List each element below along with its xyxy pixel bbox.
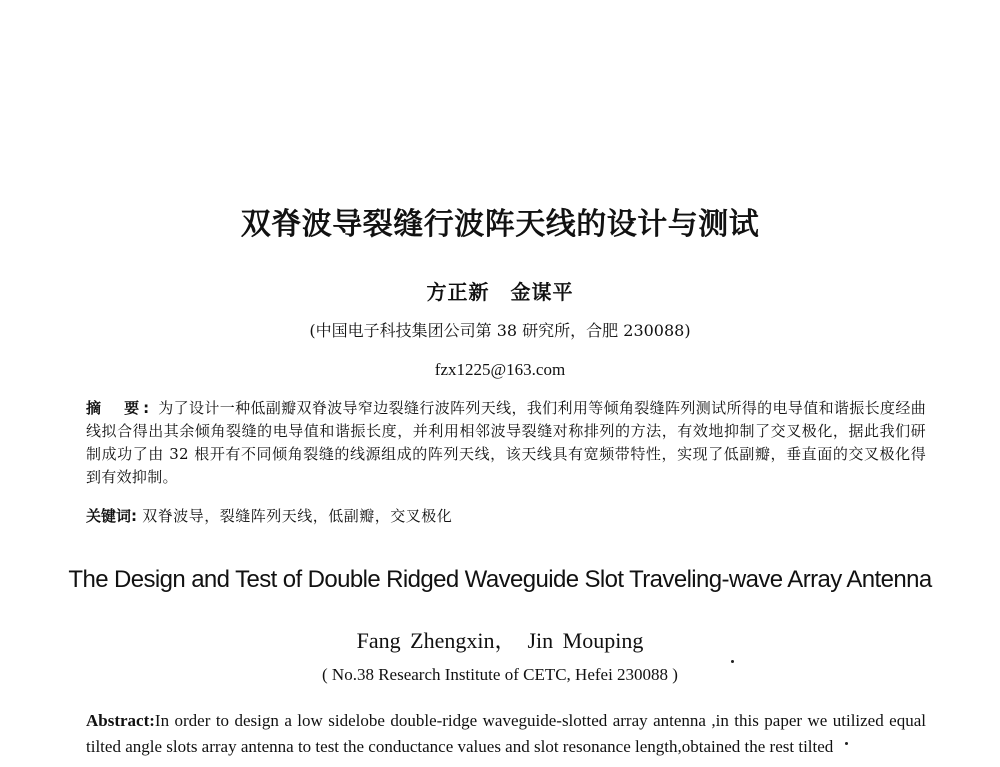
english-abstract-label: Abstract: — [86, 711, 155, 730]
chinese-keywords-text: 双脊波导，裂缝阵列天线，低副瓣，交叉极化 — [137, 507, 453, 525]
chinese-keywords-label: 关键词: — [86, 507, 137, 525]
english-abstract-text: In order to design a low sidelobe double-ridge waveguide-slotted array antenna ,in this paper we utilized equal tilted angle slots array antenna to test the conductance values and slot resonance length,obtained the rest tilted — [86, 711, 926, 756]
chinese-abstract-label: 摘 要: — [86, 399, 154, 417]
chinese-title: 双脊波导裂缝行波阵天线的设计与测试 — [240, 207, 760, 242]
chinese-affiliation: (中国电子科技集团公司第 38 研究所，合肥 230088) — [309, 321, 691, 340]
author-email: fzx1225@163.com — [434, 360, 566, 379]
chinese-abstract-text: 为了设计一种低副瓣双脊波导窄边裂缝行波阵列天线，我们利用等倾角裂缝阵列测试所得的电导值和谐振长度经曲线拟合得出其余倾角裂缝的电导值和谐振长度，并利用相邻波导裂缝对称排列的方法，有效地抑制了交叉极化，据此我们研制成功了由 32 根开有不同倾角裂缝的线源组成的阵列天线，该天线具有宽频带特性，实现了低副瓣，垂直面的交叉极化得到有效抑制。 — [86, 399, 927, 486]
scan-speck — [845, 742, 848, 745]
english-authors: Fang Zhengxin， Jin Mouping — [356, 628, 644, 653]
english-abstract — [86, 708, 926, 760]
english-title: The Design and Test of Double Ridged Waveguide Slot Traveling-wave Array Antenna — [68, 566, 932, 593]
scan-speck — [731, 660, 734, 663]
english-affiliation: ( No.38 Research Institute of CETC, Hefei 230088 ) — [322, 665, 678, 684]
chinese-keywords — [86, 505, 926, 528]
chinese-authors: 方正新 金谋平 — [426, 280, 574, 304]
chinese-abstract — [86, 397, 926, 489]
